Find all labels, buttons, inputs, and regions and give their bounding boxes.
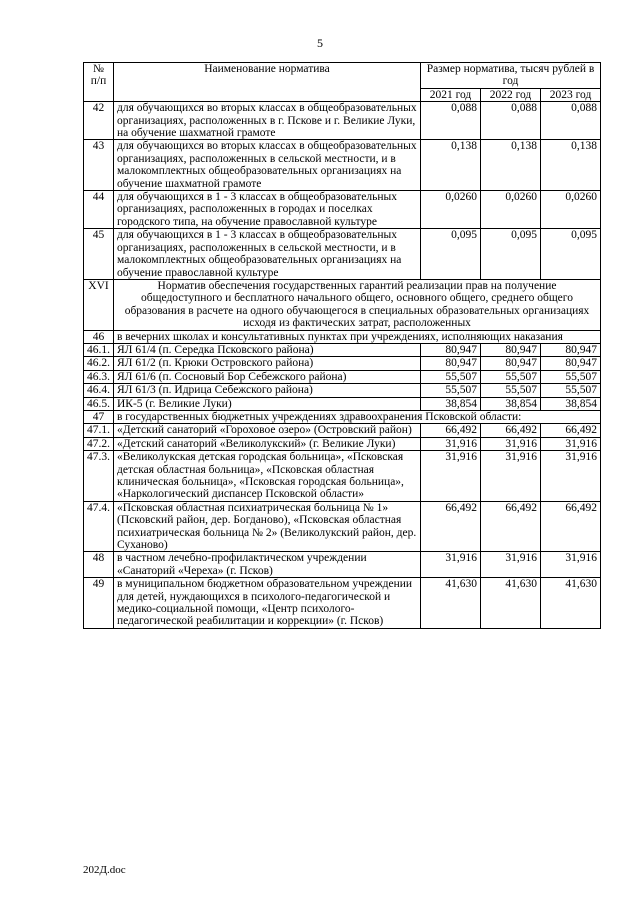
header-row <box>84 63 601 89</box>
value-2022: 80,947 <box>481 357 541 370</box>
row-name: ЯЛ 61/6 (п. Сосновый Бор Себежского района) <box>114 370 421 383</box>
header-size: Размер норматива, тысяч рублей в год <box>421 63 601 89</box>
row-number: 47.3. <box>84 451 114 502</box>
row-number: 49 <box>84 578 114 629</box>
table-row <box>84 229 601 280</box>
row-number: 46 <box>84 330 114 343</box>
table-row <box>84 451 601 502</box>
row-name: «Детский санаторий «Великолукский» (г. Великие Луки) <box>114 437 421 450</box>
row-number: 47.2. <box>84 437 114 450</box>
row-name: в частном лечебно-профилактическом учреждении «Санаторий «Череха» (г. Псков) <box>114 552 421 578</box>
table-row <box>84 397 601 410</box>
value-2021: 0,138 <box>421 140 481 191</box>
value-2021: 66,492 <box>421 501 481 552</box>
table-row <box>84 384 601 397</box>
value-2023: 0,088 <box>541 102 601 140</box>
value-2023: 80,947 <box>541 343 601 356</box>
value-2023: 31,916 <box>541 552 601 578</box>
table-row <box>84 578 601 629</box>
value-2021: 55,507 <box>421 370 481 383</box>
value-2022: 0,095 <box>481 229 541 280</box>
value-2023: 0,095 <box>541 229 601 280</box>
table-row <box>84 424 601 437</box>
row-name: для обучающихся во вторых классах в общеобразовательных организациях, расположенных в сельской местности, и в малокомплектных общеобразовательных организациях на обучение шахматной грамоте <box>114 140 421 191</box>
row-number: 45 <box>84 229 114 280</box>
value-2021: 0,0260 <box>421 191 481 229</box>
row-number: 47 <box>84 410 114 423</box>
value-2023: 55,507 <box>541 370 601 383</box>
footer-filename: 202Д.doc <box>83 864 126 876</box>
value-2021: 41,630 <box>421 578 481 629</box>
value-2021: 0,095 <box>421 229 481 280</box>
value-2022: 55,507 <box>481 370 541 383</box>
table-row <box>84 102 601 140</box>
value-2023: 55,507 <box>541 384 601 397</box>
row-name: ЯЛ 61/4 (п. Середка Псковского района) <box>114 343 421 356</box>
row-name: для обучающихся в 1 - 3 классах в общеобразовательных организациях, расположенных в городах и поселках городского типа, на обучение православной культуре <box>114 191 421 229</box>
row-name: для обучающихся в 1 - 3 классах в общеобразовательных организациях, расположенных в сельской местности, и в малокомплектных общеобразовательных организациях на обучение православной культуре <box>114 229 421 280</box>
section-title: Норматив обеспечения государственных гарантий реализации прав на получение общедоступного и бесплатного начального общего, основного общего, среднего общего образования в расчете на одного обучающегося в специальных образовательных организациях исходя из фактических затрат, расположенных <box>114 279 601 330</box>
value-2021: 80,947 <box>421 357 481 370</box>
value-2022: 38,854 <box>481 397 541 410</box>
value-2023: 0,138 <box>541 140 601 191</box>
group-name: в государственных бюджетных учреждениях здравоохранения Псковской области: <box>114 410 601 423</box>
value-2023: 31,916 <box>541 451 601 502</box>
row-name: «Детский санаторий «Гороховое озеро» (Островский район) <box>114 424 421 437</box>
row-name: «Великолукская детская городская больница», «Псковская детская областная больница», «Псковская областная клиническая больница», «Псковская городская больница», «Наркологический диспансер Псковской области» <box>114 451 421 502</box>
row-number: 44 <box>84 191 114 229</box>
group-row <box>84 410 601 423</box>
header-year-2022: 2022 год <box>481 88 541 101</box>
row-number: 46.5. <box>84 397 114 410</box>
value-2023: 66,492 <box>541 501 601 552</box>
value-2022: 0,088 <box>481 102 541 140</box>
table-row <box>84 140 601 191</box>
header-year-2023: 2023 год <box>541 88 601 101</box>
table-row <box>84 191 601 229</box>
value-2022: 66,492 <box>481 501 541 552</box>
value-2022: 31,916 <box>481 552 541 578</box>
value-2021: 38,854 <box>421 397 481 410</box>
page-number: 5 <box>317 36 323 50</box>
value-2022: 66,492 <box>481 424 541 437</box>
value-2023: 80,947 <box>541 357 601 370</box>
row-number: 43 <box>84 140 114 191</box>
row-name: в муниципальном бюджетном образовательном учреждении для детей, нуждающихся в психолого-педагогической и медико-социальной помощи, «Центр психолого-педагогической реабилитации и коррекции» (г. Псков) <box>114 578 421 629</box>
row-number: 46.1. <box>84 343 114 356</box>
value-2022: 0,138 <box>481 140 541 191</box>
group-row <box>84 330 601 343</box>
value-2022: 0,0260 <box>481 191 541 229</box>
row-number: 46.4. <box>84 384 114 397</box>
value-2023: 0,0260 <box>541 191 601 229</box>
value-2021: 31,916 <box>421 552 481 578</box>
value-2021: 0,088 <box>421 102 481 140</box>
norms-table <box>83 62 601 629</box>
row-name: «Псковская областная психиатрическая больница № 1» (Псковский район, дер. Богданово), «Псковская областная психиатрическая больница № 2» (Великолукский район, дер. Суханово) <box>114 501 421 552</box>
row-number: 47.4. <box>84 501 114 552</box>
value-2022: 41,630 <box>481 578 541 629</box>
value-2022: 31,916 <box>481 437 541 450</box>
value-2021: 31,916 <box>421 451 481 502</box>
row-number: 47.1. <box>84 424 114 437</box>
value-2022: 80,947 <box>481 343 541 356</box>
value-2023: 66,492 <box>541 424 601 437</box>
row-name: ЯЛ 61/2 (п. Крюки Островского района) <box>114 357 421 370</box>
table-row <box>84 552 601 578</box>
value-2023: 41,630 <box>541 578 601 629</box>
value-2021: 66,492 <box>421 424 481 437</box>
value-2022: 31,916 <box>481 451 541 502</box>
row-name: ИК-5 (г. Великие Луки) <box>114 397 421 410</box>
header-number: № п/п <box>84 63 114 102</box>
value-2022: 55,507 <box>481 384 541 397</box>
group-name: в вечерних школах и консультативных пунктах при учреждениях, исполняющих наказания <box>114 330 601 343</box>
table-row <box>84 437 601 450</box>
header-name: Наименование норматива <box>114 63 421 102</box>
value-2021: 55,507 <box>421 384 481 397</box>
row-name: для обучающихся во вторых классах в общеобразовательных организациях, расположенных в г. Пскове и г. Великие Луки, на обучение шахматной грамоте <box>114 102 421 140</box>
table-row <box>84 343 601 356</box>
row-number: 46.2. <box>84 357 114 370</box>
table-row <box>84 357 601 370</box>
row-number: 46.3. <box>84 370 114 383</box>
section-row <box>84 279 601 330</box>
table-row <box>84 501 601 552</box>
value-2021: 31,916 <box>421 437 481 450</box>
section-number: XVI <box>84 279 114 330</box>
row-number: 48 <box>84 552 114 578</box>
value-2021: 80,947 <box>421 343 481 356</box>
row-number: 42 <box>84 102 114 140</box>
value-2023: 38,854 <box>541 397 601 410</box>
row-name: ЯЛ 61/3 (п. Идрица Себежского района) <box>114 384 421 397</box>
table-row <box>84 370 601 383</box>
value-2023: 31,916 <box>541 437 601 450</box>
header-year-2021: 2021 год <box>421 88 481 101</box>
